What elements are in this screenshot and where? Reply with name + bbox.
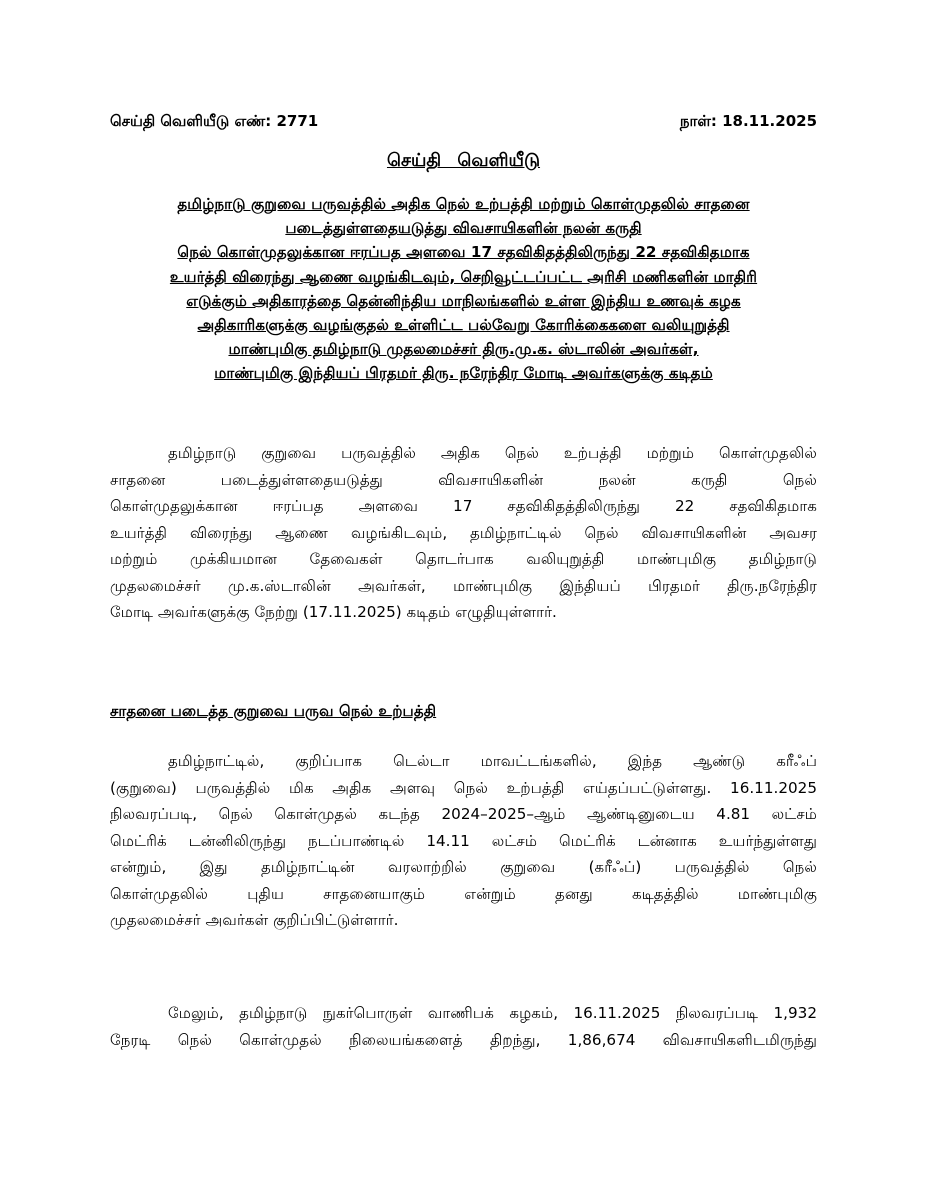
paragraph-line: மற்றும் முக்கியமான தேவைகள் தொடர்பாக வலியுறுத்தி மாண்புமிகு தமிழ்நாடு (110, 550, 817, 568)
paragraph-line: முதலமைச்சர் அவர்கள் குறிப்பிட்டுள்ளார். (110, 911, 399, 929)
release-number: செய்தி வெளியீடு எண்: 2771 (110, 112, 319, 130)
paragraph-line: (குறுவை) பருவத்தில் மிக அதிக அளவு நெல் உற்பத்தி எய்தப்பட்டுள்ளது. 16.11.2025 (110, 778, 817, 797)
paragraph-line: நேரடி நெல் கொள்முதல் நிலையங்களைத் திறந்து, 1,86,674 விவசாயிகளிடமிருந்து (110, 1030, 817, 1049)
release-date: நாள்: 18.11.2025 (679, 112, 817, 130)
paragraph-line: மெட்ரிக் டன்னிலிருந்து நடப்பாண்டில் 14.11 லட்சம் மெட்ரிக் டன்னாக உயர்ந்துள்ளது (110, 831, 817, 850)
headline-line: மாண்புமிகு தமிழ்நாடு முதலமைச்சர் திரு.மு.க. ஸ்டாலின் அவர்கள், (228, 340, 699, 359)
paragraph-production (110, 748, 817, 934)
headline-line: நெல் கொள்முதலுக்கான ஈரப்பத அளவை 17 சதவிகிதத்திலிருந்து 22 சதவிகிதமாக (177, 243, 750, 262)
paragraph-line: தமிழ்நாடு குறுவை பருவத்தில் அதிக நெல் உற்பத்தி மற்றும் கொள்முதலில் (168, 444, 817, 462)
headline (100, 192, 827, 386)
paragraph-line: மோடி அவர்களுக்கு நேற்று (17.11.2025) கடிதம் எழுதியுள்ளார். (110, 603, 557, 621)
page-title: செய்தி வெளியீடு (386, 150, 541, 171)
headline-line: அதிகாரிகளுக்கு வழங்குதல் உள்ளிட்ட பல்வேறு கோரிக்கைகளை வலியுறுத்தி (197, 316, 730, 335)
paragraph-line: சாதனை படைத்துள்ளதையடுத்து விவசாயிகளின் நலன் கருதி நெல் (110, 470, 817, 489)
headline-line: உயர்த்தி விரைந்து ஆணை வழங்கிடவும், செறிவூட்டப்பட்ட அரிசி மணிகளின் மாதிரி (169, 267, 758, 286)
paragraph-intro (110, 440, 817, 626)
paragraph-line: நிலவரப்படி, நெல் கொள்முதல் கடந்த 2024–2025–ஆம் ஆண்டினுடைய 4.81 லட்சம் (110, 805, 817, 823)
paragraph-line: கொள்முதலில் புதிய சாதனையாகும் என்றும் தனது கடிதத்தில் மாண்புமிகு (110, 884, 817, 903)
paragraph-line: தமிழ்நாட்டில், குறிப்பாக டெல்டா மாவட்டங்களில், இந்த ஆண்டு கரீஃப் (168, 752, 817, 770)
headline-line: எடுக்கும் அதிகாரத்தை தென்னிந்திய மாநிலங்களில் உள்ள இந்திய உணவுக் கழக (186, 291, 741, 310)
section-heading: சாதனை படைத்த குறுவை பருவ நெல் உற்பத்தி (110, 702, 437, 720)
paragraph-line: கொள்முதலுக்கான ஈரப்பத அளவை 17 சதவிகிதத்திலிருந்து 22 சதவிகிதமாக (110, 497, 817, 515)
paragraph-line: என்றும், இது தமிழ்நாட்டின் வரலாற்றில் குறுவை (கரீஃப்) பருவத்தில் நெல் (110, 858, 817, 876)
headline-line: மாண்புமிகு இந்தியப் பிரதமர் திரு. நரேந்திர மோடி அவர்களுக்கு கடிதம் (214, 364, 713, 383)
paragraph-procurement (110, 1000, 817, 1053)
headline-line: தமிழ்நாடு குறுவை பருவத்தில் அதிக நெல் உற்பத்தி மற்றும் கொள்முதலில் சாதனை (177, 195, 750, 213)
headline-line: படைத்துள்ளதையடுத்து விவசாயிகளின் நலன் கருதி (285, 219, 642, 238)
paragraph-line: முதலமைச்சர் மு.க.ஸ்டாலின் அவர்கள், மாண்புமிகு இந்தியப் பிரதமர் திரு.நரேந்திர (110, 576, 817, 595)
paragraph-line: உயர்த்தி விரைந்து ஆணை வழங்கிடவும், தமிழ்நாட்டில் நெல் விவசாயிகளின் அவசர (110, 523, 817, 542)
paragraph-line: மேலும், தமிழ்நாடு நுகர்பொருள் வாணிபக் கழகம், 16.11.2025 நிலவரப்படி 1,932 (168, 1004, 817, 1022)
